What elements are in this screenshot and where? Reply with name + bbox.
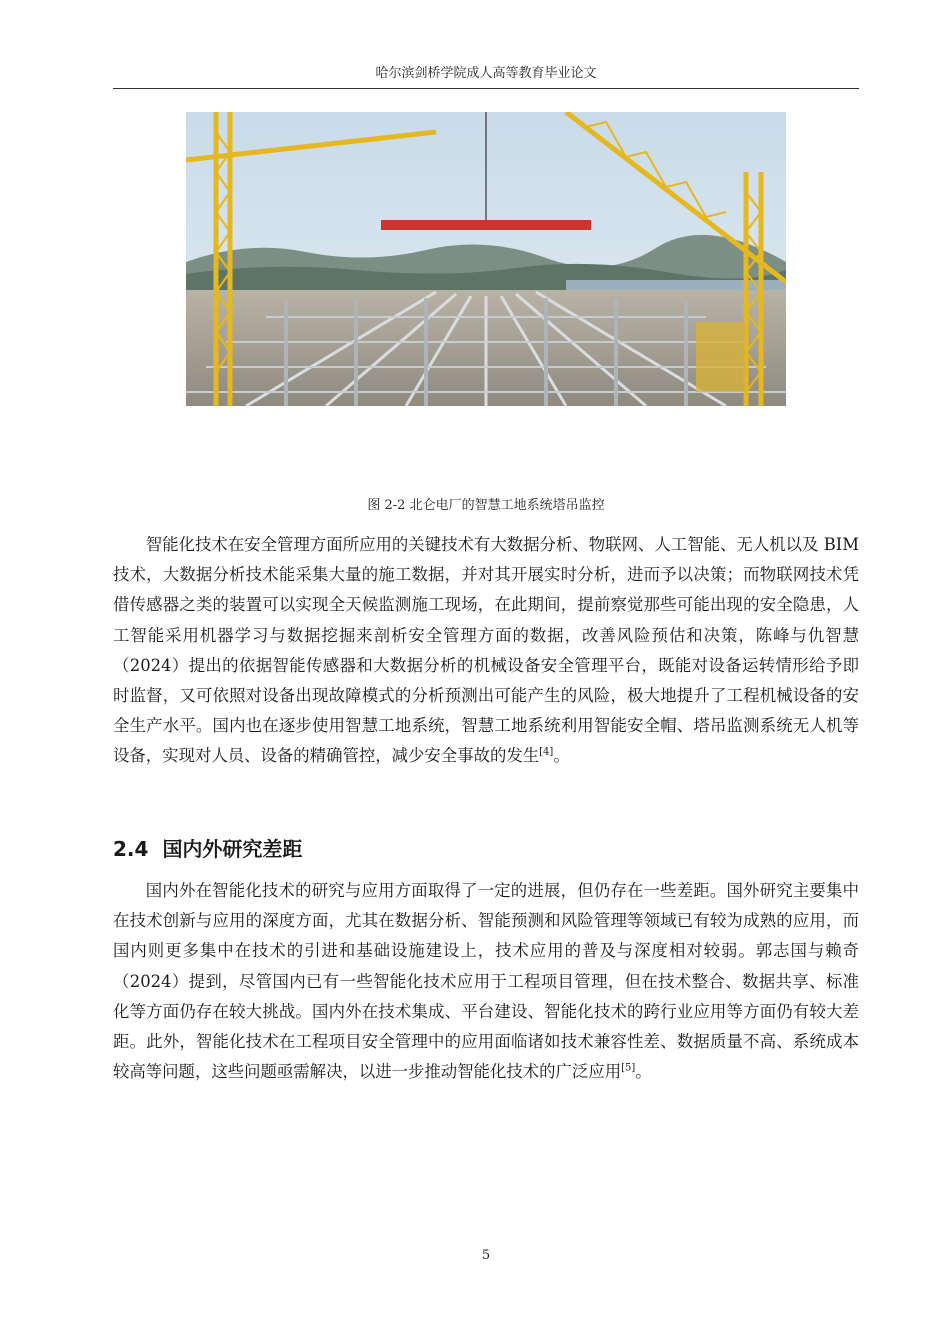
section-title: 国内外研究差距 [162,837,303,861]
citation-5: [5] [621,1062,636,1074]
paragraph-end: 。 [553,746,570,766]
citation-4: [4] [539,746,554,758]
section-heading [113,832,302,866]
page-number: 5 [481,1248,491,1263]
construction-site-photo [186,112,786,406]
section-number: 2.4 [113,837,149,861]
body-paragraph-1 [113,530,859,772]
running-header: 哈尔滨剑桥学院成人高等教育毕业论文 [113,60,859,89]
body-paragraph-2 [113,876,859,1087]
paragraph-end: 。 [635,1062,652,1082]
figure-caption: 图 2-2 北仑电厂的智慧工地系统塔吊监控 [367,498,605,513]
photo-illustration [186,112,786,406]
paragraph-text: 智能化技术在安全管理方面所应用的关键技术有大数据分析、物联网、人工智能、无人机以及 BIM 技术，大数据分析技术能采集大量的施工数据，并对其开展实时分析，进而予以决策；而物联网技术凭借传感器之类的装置可以实现全天候监测施工现场，在此期间，提前察觉那些可能出现的安全隐患，人工智能采用机器学习与数据挖掘来剖析安全管理方面的数据，改善风险预估和决策，陈峰与仇智慧（2024）提出的依据智能传感器和大数据分析的机械设备安全管理平台，既能对设备运转情形给予即时监督，又可依照对设备出现故障模式的分析预测出可能产生的风险，极大地提升了工程机械设备的安全生产水平。国内也在逐步使用智慧工地系统，智慧工地系统利用智能安全帽、塔吊监测系统无人机等设备，实现对人员、设备的精确管控，减少安全事故的发生 [113,535,859,766]
paragraph-text: 国内外在智能化技术的研究与应用方面取得了一定的进展，但仍存在一些差距。国外研究主要集中在技术创新与应用的深度方面，尤其在数据分析、智能预测和风险管理等领域已有较为成熟的应用，而国内则更多集中在技术的引进和基础设施建设上，技术应用的普及与深度相对较弱。郭志国与赖奇（2024）提到，尽管国内已有一些智能化技术应用于工程项目管理，但在技术整合、数据共享、标准化等方面仍存在较大挑战。国内外在技术集成、平台建设、智能化技术的跨行业应用等方面仍有较大差距。此外，智能化技术在工程项目安全管理中的应用面临诸如技术兼容性差、数据质量不高、系统成本较高等问题，这些问题亟需解决，以进一步推动智能化技术的广泛应用 [113,881,859,1082]
